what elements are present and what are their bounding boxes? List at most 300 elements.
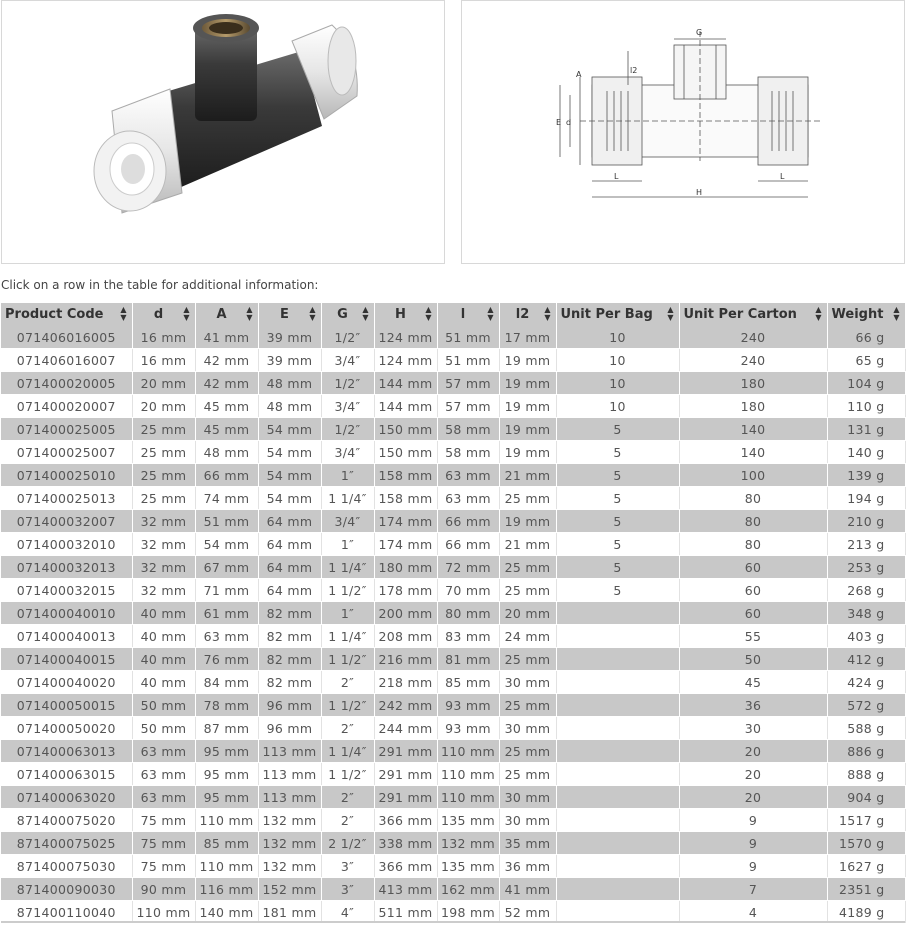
- table-cell: 124 mm: [374, 326, 437, 349]
- table-cell: 1″: [321, 464, 374, 487]
- table-cell: 181 mm: [258, 901, 321, 924]
- table-body: [1, 326, 905, 924]
- table-cell: 1627 g: [827, 855, 905, 878]
- table-cell: 3/4″: [321, 395, 374, 418]
- table-cell: 25 mm: [499, 579, 556, 602]
- table-cell: 071406016007: [1, 349, 132, 372]
- table-cell: 511 mm: [374, 901, 437, 924]
- table-cell: 403 g: [827, 625, 905, 648]
- table-cell: 071400050015: [1, 694, 132, 717]
- table-cell: 071406016005: [1, 326, 132, 349]
- table-cell: 63 mm: [195, 625, 258, 648]
- table-cell: 071400040015: [1, 648, 132, 671]
- table-cell: 25 mm: [499, 648, 556, 671]
- table-row[interactable]: [1, 625, 905, 648]
- label-l-right: L: [780, 172, 785, 181]
- table-cell: 242 mm: [374, 694, 437, 717]
- table-cell: 82 mm: [258, 671, 321, 694]
- table-cell: 4″: [321, 901, 374, 924]
- table-cell: 208 mm: [374, 625, 437, 648]
- table-cell: 75 mm: [132, 855, 195, 878]
- table-cell: 1 1/2″: [321, 694, 374, 717]
- table-cell: 071400040020: [1, 671, 132, 694]
- table-cell: 74 mm: [195, 487, 258, 510]
- table-cell: 41 mm: [195, 326, 258, 349]
- column-header-label: E: [280, 307, 289, 322]
- sort-icon[interactable]: ▲ ▼: [246, 305, 253, 322]
- table-cell: 85 mm: [437, 671, 499, 694]
- table-cell: 2″: [321, 671, 374, 694]
- table-cell: 63 mm: [132, 786, 195, 809]
- table-cell: 071400032010: [1, 533, 132, 556]
- table-row[interactable]: [1, 832, 905, 855]
- table-header-row: [1, 303, 905, 326]
- table-row[interactable]: [1, 809, 905, 832]
- table-cell: 150 mm: [374, 441, 437, 464]
- table-cell: 200 mm: [374, 602, 437, 625]
- table-cell: 50: [679, 648, 827, 671]
- column-header-l[interactable]: [437, 303, 499, 326]
- table-cell: 871400090030: [1, 878, 132, 901]
- table-cell: 80: [679, 533, 827, 556]
- table-cell: 41 mm: [499, 878, 556, 901]
- table-cell: 131 g: [827, 418, 905, 441]
- table-cell: 42 mm: [195, 372, 258, 395]
- table-cell: 132 mm: [258, 809, 321, 832]
- table-cell: 66 g: [827, 326, 905, 349]
- table-cell: [556, 878, 679, 901]
- table-row[interactable]: [1, 786, 905, 809]
- table-cell: 76 mm: [195, 648, 258, 671]
- column-header-label: Product Code: [5, 307, 104, 322]
- table-cell: 1″: [321, 533, 374, 556]
- table-row[interactable]: [1, 602, 905, 625]
- table-cell: 39 mm: [258, 349, 321, 372]
- column-header-label: H: [395, 307, 406, 322]
- table-cell: 1570 g: [827, 832, 905, 855]
- table-cell: 110 mm: [437, 740, 499, 763]
- column-header-e[interactable]: [258, 303, 321, 326]
- table-cell: 071400025005: [1, 418, 132, 441]
- label-a: A: [576, 70, 582, 79]
- table-cell: 87 mm: [195, 717, 258, 740]
- label-l-left: L: [614, 172, 619, 181]
- table-cell: 1/2″: [321, 372, 374, 395]
- table-cell: 48 mm: [258, 395, 321, 418]
- table-cell: 071400020005: [1, 372, 132, 395]
- table-cell: 113 mm: [258, 740, 321, 763]
- table-cell: 366 mm: [374, 809, 437, 832]
- table-row[interactable]: [1, 648, 905, 671]
- table-cell: 413 mm: [374, 878, 437, 901]
- table-cell: 10: [556, 349, 679, 372]
- table-row[interactable]: [1, 671, 905, 694]
- table-cell: 95 mm: [195, 740, 258, 763]
- table-cell: 25 mm: [132, 464, 195, 487]
- table-cell: 54 mm: [258, 418, 321, 441]
- table-cell: 253 g: [827, 556, 905, 579]
- table-cell: 140: [679, 418, 827, 441]
- table-cell: 96 mm: [258, 694, 321, 717]
- table-cell: 871400075025: [1, 832, 132, 855]
- table-row[interactable]: [1, 372, 905, 395]
- table-cell: 110 mm: [195, 809, 258, 832]
- table-cell: 70 mm: [437, 579, 499, 602]
- table-row[interactable]: [1, 510, 905, 533]
- table-cell: 9: [679, 832, 827, 855]
- table-cell: 35 mm: [499, 832, 556, 855]
- table-cell: 2″: [321, 717, 374, 740]
- table-cell: 104 g: [827, 372, 905, 395]
- column-header-h[interactable]: [374, 303, 437, 326]
- table-cell: 39 mm: [258, 326, 321, 349]
- table-cell: 110 mm: [132, 901, 195, 924]
- table-cell: 071400025010: [1, 464, 132, 487]
- table-cell: 071400040013: [1, 625, 132, 648]
- table-cell: 871400075020: [1, 809, 132, 832]
- sort-icon[interactable]: ▲ ▼: [120, 305, 127, 322]
- column-header-product-code[interactable]: [1, 303, 132, 326]
- table-cell: 45 mm: [195, 395, 258, 418]
- table-cell: 54 mm: [258, 441, 321, 464]
- column-header-unit-per-bag[interactable]: [556, 303, 679, 326]
- product-photo: [1, 0, 445, 264]
- table-cell: 51 mm: [437, 349, 499, 372]
- table-cell: 2351 g: [827, 878, 905, 901]
- column-header-label: Unit Per Bag: [560, 307, 653, 322]
- table-cell: 071400050020: [1, 717, 132, 740]
- table-cell: 140 mm: [195, 901, 258, 924]
- table-cell: 65 g: [827, 349, 905, 372]
- sort-icon[interactable]: ▲ ▼: [309, 305, 316, 322]
- sort-icon[interactable]: ▲ ▼: [362, 305, 369, 322]
- table-cell: 96 mm: [258, 717, 321, 740]
- table-cell: 95 mm: [195, 786, 258, 809]
- tee-dimension-drawing: [462, 1, 905, 264]
- table-cell: 19 mm: [499, 418, 556, 441]
- table-cell: 95 mm: [195, 763, 258, 786]
- table-cell: 071400032007: [1, 510, 132, 533]
- table-cell: 268 g: [827, 579, 905, 602]
- table-cell: 152 mm: [258, 878, 321, 901]
- table-cell: 871400075030: [1, 855, 132, 878]
- table-row[interactable]: [1, 441, 905, 464]
- column-header-label: d: [153, 307, 164, 322]
- table-cell: 180 mm: [374, 556, 437, 579]
- table-cell: 5: [556, 556, 679, 579]
- table-cell: 10: [556, 372, 679, 395]
- table-cell: [556, 832, 679, 855]
- table-cell: 5: [556, 418, 679, 441]
- table-cell: 3/4″: [321, 510, 374, 533]
- table-cell: 588 g: [827, 717, 905, 740]
- table-cell: 888 g: [827, 763, 905, 786]
- table-cell: 80: [679, 487, 827, 510]
- table-cell: 60: [679, 579, 827, 602]
- sort-icon[interactable]: ▲ ▼: [893, 305, 900, 322]
- table-row[interactable]: [1, 464, 905, 487]
- table-cell: 1517 g: [827, 809, 905, 832]
- table-cell: 1/2″: [321, 326, 374, 349]
- table-cell: 61 mm: [195, 602, 258, 625]
- table-cell: 42 mm: [195, 349, 258, 372]
- table-cell: 071400063013: [1, 740, 132, 763]
- table-cell: 132 mm: [258, 832, 321, 855]
- table-cell: 180: [679, 372, 827, 395]
- table-cell: 071400032013: [1, 556, 132, 579]
- table-cell: [556, 809, 679, 832]
- table-cell: 198 mm: [437, 901, 499, 924]
- table-row[interactable]: [1, 740, 905, 763]
- technical-drawing: [461, 0, 905, 264]
- table-cell: 90 mm: [132, 878, 195, 901]
- table-row[interactable]: [1, 579, 905, 602]
- table-cell: 45 mm: [195, 418, 258, 441]
- table-cell: [556, 717, 679, 740]
- table-cell: 20 mm: [132, 395, 195, 418]
- table-cell: 78 mm: [195, 694, 258, 717]
- column-header-unit-per-carton[interactable]: [679, 303, 827, 326]
- table-cell: 1″: [321, 602, 374, 625]
- column-header-label: l2: [515, 307, 530, 322]
- table-cell: 55: [679, 625, 827, 648]
- table-cell: [556, 694, 679, 717]
- table-row[interactable]: [1, 418, 905, 441]
- table-cell: 100: [679, 464, 827, 487]
- table-cell: 140 g: [827, 441, 905, 464]
- table-cell: 071400020007: [1, 395, 132, 418]
- table-cell: 194 g: [827, 487, 905, 510]
- table-cell: 58 mm: [437, 418, 499, 441]
- table-cell: 240: [679, 326, 827, 349]
- table-cell: 139 g: [827, 464, 905, 487]
- table-cell: 19 mm: [499, 441, 556, 464]
- intro-text: Click on a row in the table for additional information:: [1, 278, 319, 292]
- tee-fitting-photo: [2, 1, 445, 264]
- table-cell: 57 mm: [437, 372, 499, 395]
- table-cell: 132 mm: [258, 855, 321, 878]
- table-cell: 1 1/4″: [321, 487, 374, 510]
- table-cell: 64 mm: [258, 556, 321, 579]
- table-cell: 110 mm: [195, 855, 258, 878]
- table-cell: 412 g: [827, 648, 905, 671]
- column-header-weight[interactable]: [827, 303, 905, 326]
- table-cell: 80 mm: [437, 602, 499, 625]
- label-e: E: [556, 118, 562, 127]
- table-cell: 110 mm: [437, 786, 499, 809]
- table-cell: 174 mm: [374, 510, 437, 533]
- table-cell: 60: [679, 556, 827, 579]
- table-cell: 135 mm: [437, 855, 499, 878]
- table-row[interactable]: [1, 763, 905, 786]
- table-row[interactable]: [1, 717, 905, 740]
- table-cell: 20 mm: [132, 372, 195, 395]
- table-cell: [556, 740, 679, 763]
- label-l2: l2: [630, 66, 638, 75]
- table-cell: 63 mm: [437, 487, 499, 510]
- table-cell: 20: [679, 763, 827, 786]
- table-row[interactable]: [1, 395, 905, 418]
- table-cell: 871400110040: [1, 901, 132, 924]
- table-cell: 5: [556, 579, 679, 602]
- table-cell: [556, 855, 679, 878]
- table-cell: 82 mm: [258, 648, 321, 671]
- table-cell: 25 mm: [132, 441, 195, 464]
- table-cell: 10: [556, 395, 679, 418]
- table-cell: 572 g: [827, 694, 905, 717]
- table-bottom-border: [1, 921, 905, 923]
- table-cell: 071400063020: [1, 786, 132, 809]
- sort-icon[interactable]: ▲ ▼: [183, 305, 190, 322]
- table-cell: 7: [679, 878, 827, 901]
- table-cell: 1/2″: [321, 418, 374, 441]
- table-cell: 54 mm: [195, 533, 258, 556]
- table-cell: 21 mm: [499, 533, 556, 556]
- table-cell: [556, 763, 679, 786]
- product-table: [1, 303, 906, 924]
- table-cell: 158 mm: [374, 487, 437, 510]
- table-cell: 216 mm: [374, 648, 437, 671]
- table-cell: 144 mm: [374, 372, 437, 395]
- column-header-g[interactable]: [321, 303, 374, 326]
- table-cell: 25 mm: [499, 740, 556, 763]
- table-cell: 2″: [321, 786, 374, 809]
- table-cell: 071400040010: [1, 602, 132, 625]
- table-cell: 110 g: [827, 395, 905, 418]
- label-h: H: [696, 188, 703, 197]
- table-cell: 348 g: [827, 602, 905, 625]
- table-cell: 75 mm: [132, 832, 195, 855]
- table-cell: 30 mm: [499, 671, 556, 694]
- table-cell: 36: [679, 694, 827, 717]
- table-cell: 10: [556, 326, 679, 349]
- table-cell: 24 mm: [499, 625, 556, 648]
- label-d: d: [566, 118, 572, 127]
- table-cell: 58 mm: [437, 441, 499, 464]
- table-cell: 67 mm: [195, 556, 258, 579]
- table-cell: 25 mm: [132, 487, 195, 510]
- column-header-label: G: [337, 307, 348, 322]
- table-cell: 25 mm: [499, 763, 556, 786]
- table-cell: 110 mm: [437, 763, 499, 786]
- column-header-l2[interactable]: [499, 303, 556, 326]
- table-cell: 66 mm: [437, 510, 499, 533]
- table-cell: 213 g: [827, 533, 905, 556]
- column-header-label: A: [216, 307, 227, 322]
- table-cell: 57 mm: [437, 395, 499, 418]
- column-header-a[interactable]: [195, 303, 258, 326]
- table-cell: [556, 602, 679, 625]
- table-cell: 66 mm: [437, 533, 499, 556]
- table-row[interactable]: [1, 694, 905, 717]
- table-row[interactable]: [1, 855, 905, 878]
- table-cell: 75 mm: [132, 809, 195, 832]
- sort-icon[interactable]: ▲ ▼: [544, 305, 551, 322]
- table-cell: 2″: [321, 809, 374, 832]
- table-cell: 071400063015: [1, 763, 132, 786]
- table-cell: 178 mm: [374, 579, 437, 602]
- table-cell: 30 mm: [499, 786, 556, 809]
- table-cell: 17 mm: [499, 326, 556, 349]
- table-cell: 5: [556, 487, 679, 510]
- table-row[interactable]: [1, 556, 905, 579]
- table-cell: 1 1/2″: [321, 579, 374, 602]
- table-cell: [556, 625, 679, 648]
- sort-icon[interactable]: ▲ ▼: [667, 305, 674, 322]
- table-cell: 63 mm: [132, 740, 195, 763]
- table-cell: 291 mm: [374, 786, 437, 809]
- table-cell: 19 mm: [499, 372, 556, 395]
- table-cell: [556, 786, 679, 809]
- table-cell: 51 mm: [437, 326, 499, 349]
- table-cell: 180: [679, 395, 827, 418]
- table-cell: 81 mm: [437, 648, 499, 671]
- table-cell: 132 mm: [437, 832, 499, 855]
- table-cell: 51 mm: [195, 510, 258, 533]
- table-cell: 158 mm: [374, 464, 437, 487]
- table-cell: 218 mm: [374, 671, 437, 694]
- table-cell: 162 mm: [437, 878, 499, 901]
- table-cell: 32 mm: [132, 510, 195, 533]
- table-cell: 113 mm: [258, 763, 321, 786]
- table-cell: 82 mm: [258, 602, 321, 625]
- table-cell: 40 mm: [132, 602, 195, 625]
- table-cell: 5: [556, 464, 679, 487]
- table-cell: 124 mm: [374, 349, 437, 372]
- sort-icon[interactable]: ▲ ▼: [815, 305, 822, 322]
- sort-icon[interactable]: ▲ ▼: [425, 305, 432, 322]
- table-row[interactable]: [1, 533, 905, 556]
- table-cell: 63 mm: [132, 763, 195, 786]
- table-cell: 48 mm: [258, 372, 321, 395]
- table-cell: 240: [679, 349, 827, 372]
- table-cell: 291 mm: [374, 763, 437, 786]
- table-row[interactable]: [1, 349, 905, 372]
- table-row[interactable]: [1, 326, 905, 349]
- table-cell: 1 1/4″: [321, 556, 374, 579]
- table-cell: 19 mm: [499, 349, 556, 372]
- table-cell: 25 mm: [499, 556, 556, 579]
- table-cell: 72 mm: [437, 556, 499, 579]
- table-cell: 291 mm: [374, 740, 437, 763]
- table-cell: 2 1/2″: [321, 832, 374, 855]
- table-cell: 21 mm: [499, 464, 556, 487]
- table-cell: 4: [679, 901, 827, 924]
- table-cell: 30 mm: [499, 809, 556, 832]
- table-cell: 244 mm: [374, 717, 437, 740]
- table-cell: 54 mm: [258, 487, 321, 510]
- sort-icon[interactable]: ▲ ▼: [487, 305, 494, 322]
- table-cell: 25 mm: [499, 694, 556, 717]
- table-cell: 25 mm: [499, 487, 556, 510]
- table-cell: 54 mm: [258, 464, 321, 487]
- table-row[interactable]: [1, 487, 905, 510]
- column-header-d[interactable]: [132, 303, 195, 326]
- table-cell: 64 mm: [258, 533, 321, 556]
- table-cell: 71 mm: [195, 579, 258, 602]
- table-cell: 48 mm: [195, 441, 258, 464]
- table-cell: 140: [679, 441, 827, 464]
- table-cell: 93 mm: [437, 717, 499, 740]
- table-cell: 40 mm: [132, 625, 195, 648]
- table-cell: 64 mm: [258, 579, 321, 602]
- table-cell: 20: [679, 786, 827, 809]
- table-cell: 16 mm: [132, 326, 195, 349]
- table-cell: 80: [679, 510, 827, 533]
- table-cell: 60: [679, 602, 827, 625]
- table-cell: 904 g: [827, 786, 905, 809]
- table-row[interactable]: [1, 878, 905, 901]
